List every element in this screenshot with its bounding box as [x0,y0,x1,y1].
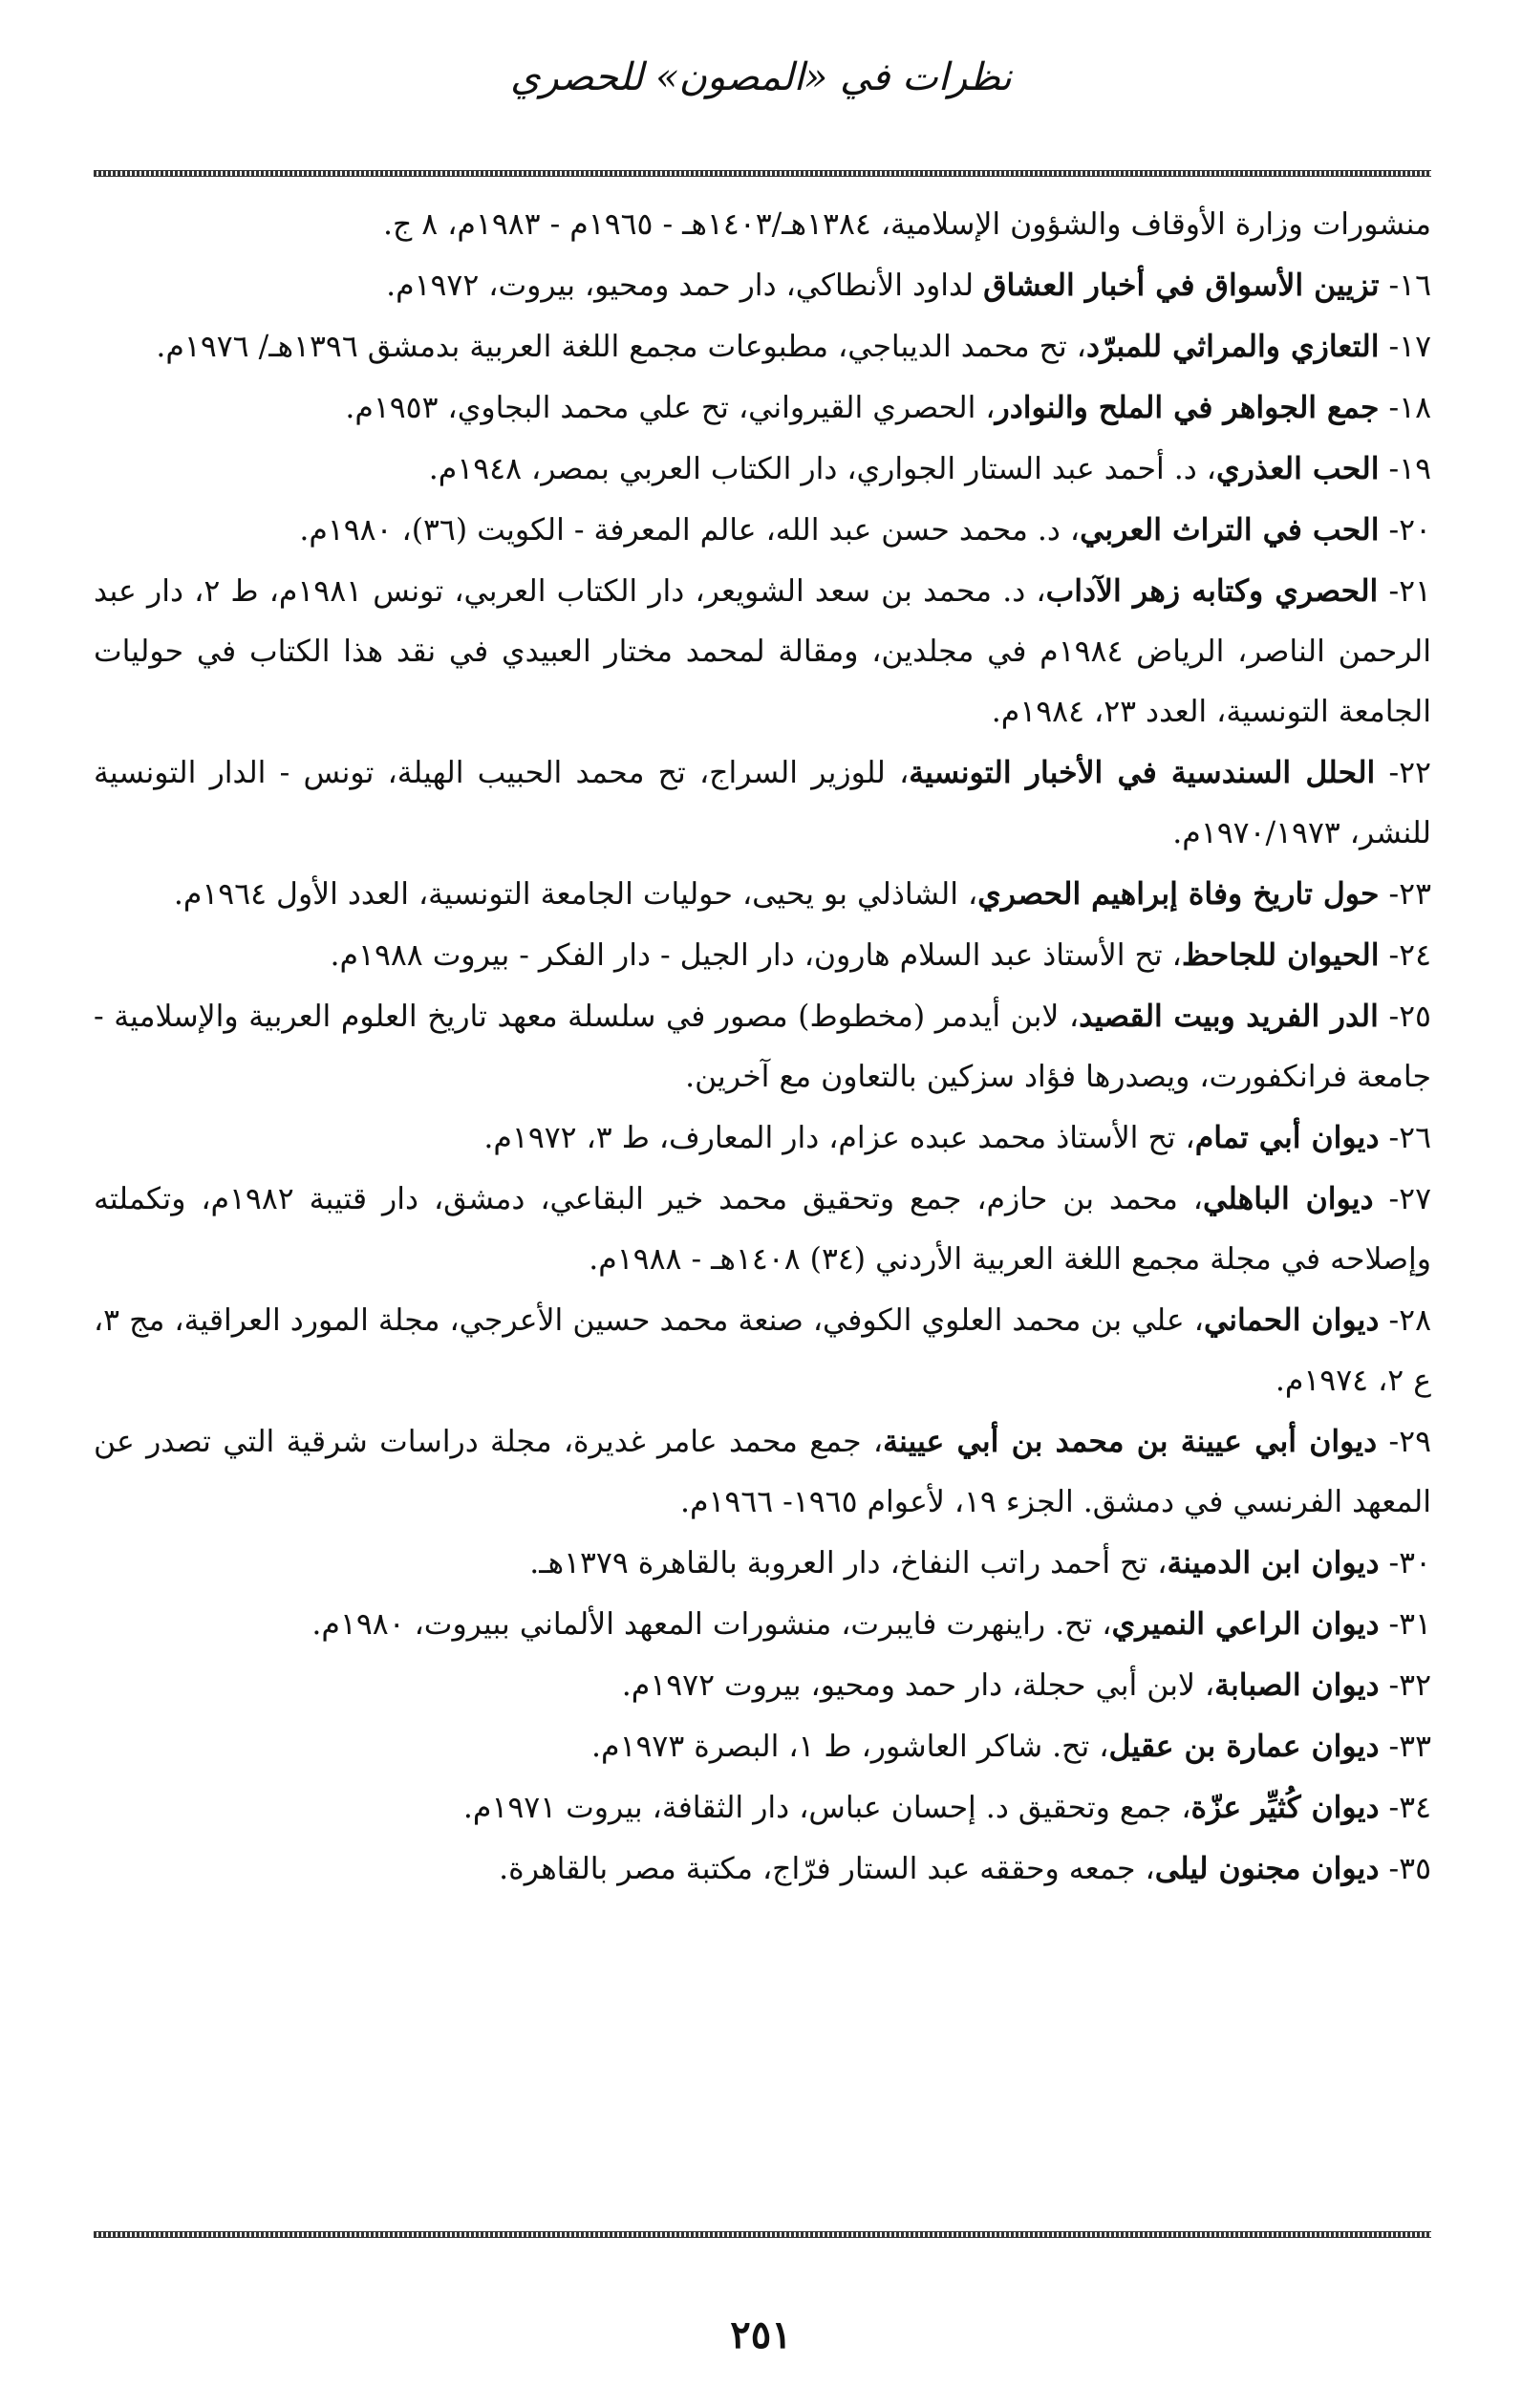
bibliography-entry: ٢٨- ديوان الحماني، علي بن محمد العلوي الكوفي، صنعة محمد حسين الأعرجي، مجلة المورد العراقية، مج ٣، ع ٢، ١٩٧٤م. [94,1302,1431,1398]
bibliography-entry: ٣٤- ديوان كُثيِّر عزّة، جمع وتحقيق د. إحسان عباس، دار الثقافة، بيروت ١٩٧١م. [462,1790,1431,1825]
bibliography-list [94,194,1431,2220]
running-header: نظرات في «المصون» للحصري [510,55,1012,99]
bibliography-entry: ٢٠- الحب في التراث العربي، د. محمد حسن عبد الله، عالم المعرفة - الكويت (٣٦)، ١٩٨٠م. [299,512,1431,548]
bibliography-entry: ٣٢- ديوان الصبابة، لابن أبي حجلة، دار حمد ومحيو، بيروت ١٩٧٢م. [621,1667,1431,1703]
bibliography-entry: ٢٩- ديوان أبي عيينة بن محمد بن أبي عيينة، جمع محمد عامر غديرة، مجلة دراسات شرقية التي تصدر عن المعهد الفرنسي في دمشق. الجزء ١٩، لأعوام ١٩٦٥- ١٩٦٦م. [94,1424,1431,1519]
page-number: ٢٥١ [730,2312,792,2357]
bibliography-entry: ٢٥- الدر الفريد وبيت القصيد، لابن أيدمر (مخطوط) مصور في سلسلة معهد تاريخ العلوم العربية والإسلامية - جامعة فرانكفورت، ويصدرها فؤاد سزكين بالتعاون مع آخرين. [94,999,1431,1094]
bibliography-entry: ٢٢- الحلل السندسية في الأخبار التونسية، للوزير السراج، تح محمد الحبيب الهيلة، تونس - الدار التونسية للنشر، ١٩٧٠/١٩٧٣م. [94,755,1431,850]
bibliography-entry: ٢٦- ديوان أبي تمام، تح الأستاذ محمد عبده عزام، دار المعارف، ط ٣، ١٩٧٢م. [483,1120,1431,1155]
bibliography-entry: ٣٠- ديوان ابن الدمينة، تح أحمد راتب النفاخ، دار العروبة بالقاهرة ١٣٧٩هـ. [529,1545,1431,1580]
bibliography-entry: ١٩- الحب العذري، د. أحمد عبد الستار الجواري، دار الكتاب العربي بمصر، ١٩٤٨م. [428,451,1431,486]
footer-divider [94,2231,1431,2238]
bibliography-entry: ٣٣- ديوان عمارة بن عقيل، تح. شاكر العاشور، ط ١، البصرة ١٩٧٣م. [591,1729,1431,1764]
bibliography-entry: ١٨- جمع الجواهر في الملح والنوادر، الحصري القيرواني، تح علي محمد البجاوي، ١٩٥٣م. [345,390,1431,425]
bibliography-entry: ٣١- ديوان الراعي النميري، تح. راينهرت فايبرت، منشورات المعهد الألماني ببيروت، ١٩٨٠م. [311,1606,1431,1642]
bibliography-entry: منشورات وزارة الأوقاف والشؤون الإسلامية، ١٣٨٤هـ/١٤٠٣هـ - ١٩٦٥م - ١٩٨٣م، ٨ ج. [382,207,1431,242]
bibliography-entry: ٢٤- الحيوان للجاحظ، تح الأستاذ عبد السلام هارون، دار الجيل - دار الفكر - بيروت ١٩٨٨م. [330,937,1431,973]
header-divider [94,170,1431,177]
bibliography-entry: ٢٧- ديوان الباهلي، محمد بن حازم، جمع وتحقيق محمد خير البقاعي، دمشق، دار قتيبة ١٩٨٢م، وتكملته وإصلاحه في مجلة مجمع اللغة العربية الأردني (٣٤) ١٤٠٨هـ - ١٩٨٨م. [94,1181,1431,1277]
bibliography-entry: ١٦- تزيين الأسواق في أخبار العشاق لداود الأنطاكي، دار حمد ومحيو، بيروت، ١٩٧٢م. [386,268,1431,303]
bibliography-entry: ١٧- التعازي والمراثي للمبرّد، تح محمد الديباجي، مطبوعات مجمع اللغة العربية بدمشق ١٣٩٦هـ/ ١٩٧٦م. [156,329,1431,364]
bibliography-entry: ٢١- الحصري وكتابه زهر الآداب، د. محمد بن سعد الشويعر، دار الكتاب العربي، تونس ١٩٨١م، ط ٢، دار عبد الرحمن الناصر، الرياض ١٩٨٤م في مجلدين، ومقالة لمحمد مختار العبيدي في نقد هذا الكتاب في حوليات الجامعة التونسية، العدد ٢٣، ١٩٨٤م. [94,573,1431,729]
bibliography-entry: ٢٣- حول تاريخ وفاة إبراهيم الحصري، الشاذلي بو يحيى، حوليات الجامعة التونسية، العدد الأول ١٩٦٤م. [173,876,1431,912]
bibliography-entry: ٣٥- ديوان مجنون ليلى، جمعه وحققه عبد الستار فرّاج، مكتبة مصر بالقاهرة. [499,1851,1431,1886]
